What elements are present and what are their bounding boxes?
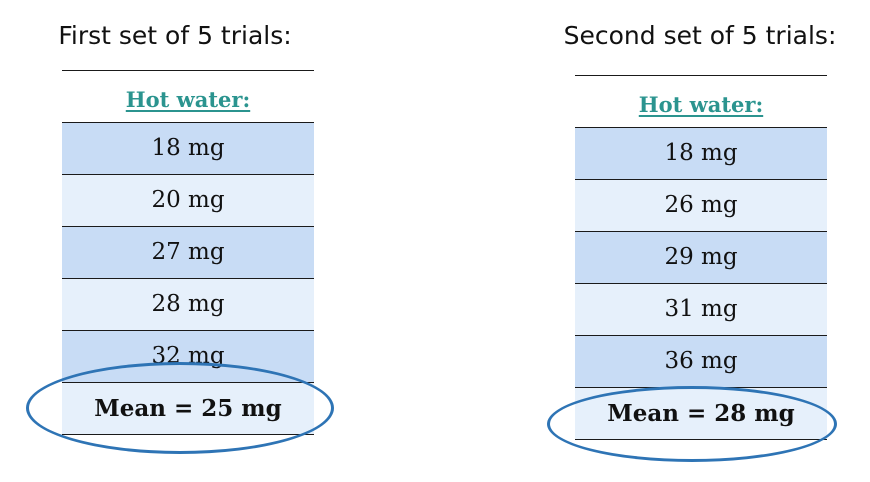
first-set-table xyxy=(62,70,314,435)
second-set-column-header: Hot water: xyxy=(638,92,764,117)
first-set-mean-row: Mean = 25 mg xyxy=(62,382,314,435)
table-row: 26 mg xyxy=(575,179,827,231)
first-set-title: First set of 5 trials: xyxy=(58,21,292,50)
second-set-mean-row: Mean = 28 mg xyxy=(575,387,827,440)
table-row: 36 mg xyxy=(575,335,827,387)
second-set-table xyxy=(575,75,827,440)
second-set-title: Second set of 5 trials: xyxy=(563,21,837,50)
table-row: 32 mg xyxy=(62,330,314,382)
table-row: 27 mg xyxy=(62,226,314,278)
table-row: 31 mg xyxy=(575,283,827,335)
table-row: 20 mg xyxy=(62,174,314,226)
table-row: 18 mg xyxy=(62,122,314,174)
table-row: 29 mg xyxy=(575,231,827,283)
table-row: 28 mg xyxy=(62,278,314,330)
table-row: 18 mg xyxy=(575,127,827,179)
first-set-column-header: Hot water: xyxy=(125,87,251,112)
